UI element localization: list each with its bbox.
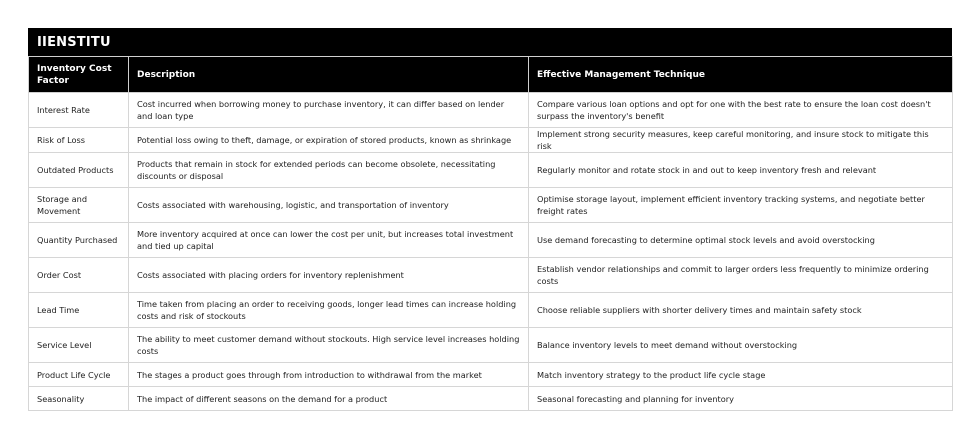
table-row [29,387,953,411]
cell-description: Products that remain in stock for extended periods can become obsolete, necessitating discounts or disposal [129,153,529,188]
cell-factor: Service Level [29,328,129,363]
cell-description: The ability to meet customer demand without stockouts. High service level increases holding costs [129,328,529,363]
cell-description: The impact of different seasons on the demand for a product [129,387,529,411]
cell-description: Costs associated with warehousing, logistic, and transportation of inventory [129,188,529,223]
cell-factor: Seasonality [29,387,129,411]
cell-factor: Product Life Cycle [29,363,129,387]
cell-factor: Outdated Products [29,153,129,188]
cell-description: Potential loss owing to theft, damage, or expiration of stored products, known as shrinkage [129,128,529,153]
cell-factor: Lead Time [29,293,129,328]
table-row [29,223,953,258]
cell-description: More inventory acquired at once can lower the cost per unit, but increases total investment and tied up capital [129,223,529,258]
cell-technique: Regularly monitor and rotate stock in and out to keep inventory fresh and relevant [529,153,953,188]
cell-description: Cost incurred when borrowing money to purchase inventory, it can differ based on lender and loan type [129,93,529,128]
inventory-cost-table-container [28,28,952,411]
cell-technique: Choose reliable suppliers with shorter delivery times and maintain safety stock [529,293,953,328]
table-row [29,93,953,128]
table-row [29,293,953,328]
cell-technique: Balance inventory levels to meet demand without overstocking [529,328,953,363]
cell-technique: Match inventory strategy to the product life cycle stage [529,363,953,387]
brand-header: IIENSTITU [28,28,952,56]
cell-factor: Quantity Purchased [29,223,129,258]
column-header-factor: Inventory Cost Factor [29,57,129,93]
inventory-cost-table [28,56,953,411]
cell-technique: Establish vendor relationships and commit to larger orders less frequently to minimize ordering costs [529,258,953,293]
table-row [29,153,953,188]
table-header-row [29,57,953,93]
column-header-technique: Effective Management Technique [529,57,953,93]
table-row [29,258,953,293]
cell-technique: Implement strong security measures, keep careful monitoring, and insure stock to mitigate this risk [529,128,953,153]
cell-factor: Storage and Movement [29,188,129,223]
table-row [29,188,953,223]
table-row [29,328,953,363]
table-row [29,363,953,387]
table-row [29,128,953,153]
cell-technique: Optimise storage layout, implement efficient inventory tracking systems, and negotiate better freight rates [529,188,953,223]
cell-technique: Use demand forecasting to determine optimal stock levels and avoid overstocking [529,223,953,258]
cell-factor: Interest Rate [29,93,129,128]
column-header-description: Description [129,57,529,93]
cell-technique: Seasonal forecasting and planning for inventory [529,387,953,411]
cell-description: Costs associated with placing orders for inventory replenishment [129,258,529,293]
cell-factor: Risk of Loss [29,128,129,153]
cell-description: The stages a product goes through from introduction to withdrawal from the market [129,363,529,387]
cell-technique: Compare various loan options and opt for one with the best rate to ensure the loan cost doesn't surpass the inventory's benefit [529,93,953,128]
cell-description: Time taken from placing an order to receiving goods, longer lead times can increase holding costs and risk of stockouts [129,293,529,328]
cell-factor: Order Cost [29,258,129,293]
